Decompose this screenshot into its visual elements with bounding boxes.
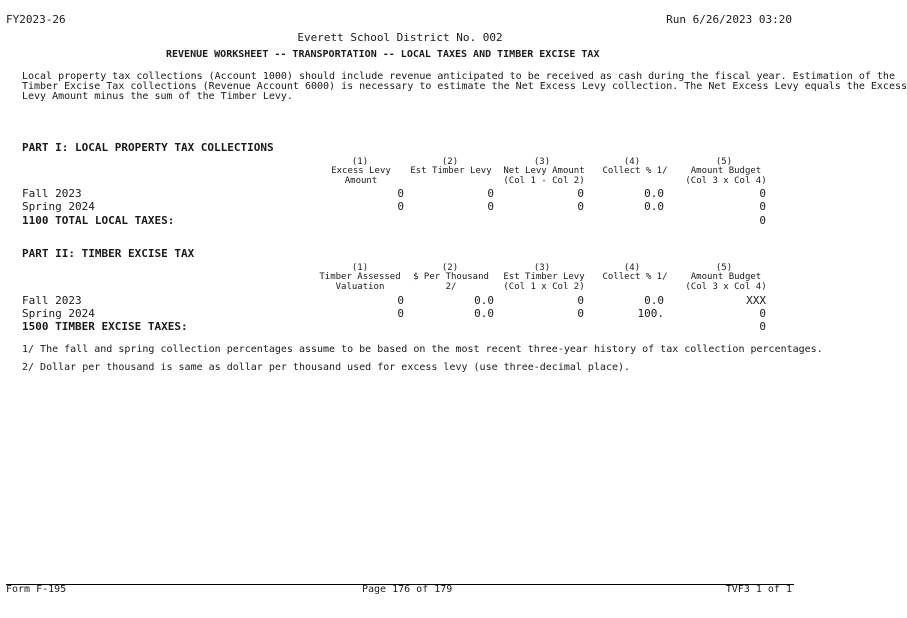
part2-col3-head-b: (Col 1 x Col 2): [503, 282, 585, 292]
part1-row-c1: 0: [397, 187, 404, 200]
part1-row-c5: 0: [759, 187, 766, 200]
page-number: Page 176 of 179: [362, 584, 453, 595]
part2-total-value: 0: [759, 320, 766, 333]
part2-total-label: 1500 TIMBER EXCISE TAXES:: [22, 320, 188, 333]
part1-col1-head-a: Excess Levy: [331, 166, 391, 176]
part2-col5-head-a: Amount Budget: [690, 272, 762, 282]
part2-row-label: Fall 2023: [22, 294, 82, 307]
part1-total-label: 1100 TOTAL LOCAL TAXES:: [22, 214, 175, 227]
part2-colnum-3: (3): [533, 263, 551, 273]
part2-row-c3: 0: [577, 294, 584, 307]
part1-colnum-3: (3): [533, 157, 551, 167]
part2-colnum-4: (4): [623, 263, 641, 273]
part1-col3-head-a: Net Levy Amount: [503, 166, 585, 176]
part1-row-label: Spring 2024: [22, 200, 95, 213]
part2-col2-head-b: 2/: [445, 282, 457, 292]
part2-col5-head-b: (Col 3 x Col 4): [685, 282, 767, 292]
part2-title: PART II: TIMBER EXCISE TAX: [22, 247, 195, 260]
part2-colnum-1: (1): [351, 263, 369, 273]
part1-col5-head-a: Amount Budget: [690, 166, 762, 176]
part1-row-c5: 0: [759, 200, 766, 213]
part2-colnum-5: (5): [715, 263, 733, 273]
part2-col2-head-a: $ Per Thousand: [413, 272, 489, 282]
part1-col2-head: Est Timber Levy: [410, 166, 492, 176]
part1-col4-head: Collect % 1/: [602, 166, 668, 176]
part2-col3-head-a: Est Timber Levy: [503, 272, 585, 282]
report-title: REVENUE WORKSHEET -- TRANSPORTATION -- LOCAL TAXES AND TIMBER EXCISE TAX: [166, 49, 600, 60]
part1-row-c3: 0: [577, 187, 584, 200]
part2-row-c4: 0.0: [644, 294, 664, 307]
part2-row-c2: 0.0: [474, 307, 494, 320]
district-name: [240, 32, 560, 44]
part1-colnum-1: (1): [351, 157, 369, 167]
part2-row-c5: 0: [759, 307, 766, 320]
part2-col1-head-a: Timber Assessed: [319, 272, 401, 282]
part1-row-c2: 0: [487, 200, 494, 213]
form-code: TVF3 1 of 1: [725, 584, 792, 595]
intro-line-2: Timber Excise Tax collections (Revenue Account 6000) is necessary to estimate the Net Excess Levy collection. The Net Excess Levy equals the Excess: [22, 81, 907, 92]
form-number: Form F-195: [6, 584, 67, 595]
part1-colnum-4: (4): [623, 157, 641, 167]
part1-col1-head-b: Amount: [344, 176, 378, 186]
part1-col3-head-b: (Col 1 - Col 2): [503, 176, 585, 186]
part2-row-c1: 0: [397, 294, 404, 307]
part2-colnum-2: (2): [441, 263, 459, 273]
intro-line-3: Levy Amount minus the sum of the Timber Levy.: [22, 91, 293, 102]
fiscal-year: FY2023-26: [6, 13, 66, 26]
footnote-2: 2/ Dollar per thousand is same as dollar per thousand used for excess levy (use three-decimal place).: [22, 362, 631, 373]
part1-row-c1: 0: [397, 200, 404, 213]
run-stamp: Run 6/26/2023 03:20: [666, 13, 792, 26]
part1-col5-head-b: (Col 3 x Col 4): [685, 176, 767, 186]
part1-total-value: 0: [759, 214, 766, 227]
footnote-1: 1/ The fall and spring collection percentages assume to be based on the most recent three-year history of tax collection percentages.: [22, 344, 823, 355]
part2-row-c2: 0.0: [474, 294, 494, 307]
part1-row-c3: 0: [577, 200, 584, 213]
part2-col1-head-b: Valuation: [335, 282, 385, 292]
part2-row-c5: XXX: [746, 294, 766, 307]
part2-row-c3: 0: [577, 307, 584, 320]
part1-row-c4: 0.0: [644, 187, 664, 200]
part1-colnum-2: (2): [441, 157, 459, 167]
part1-title: PART I: LOCAL PROPERTY TAX COLLECTIONS: [22, 141, 274, 154]
part2-row-c1: 0: [397, 307, 404, 320]
part2-row-c4: 100.: [637, 307, 664, 320]
part2-col4-head: Collect % 1/: [602, 272, 668, 282]
district-name-text: Everett School District No. 002: [297, 31, 503, 44]
part1-colnum-5: (5): [715, 157, 733, 167]
intro-line-1: Local property tax collections (Account 1000) should include revenue anticipated to be received as cash during the fiscal year. Estimation of the: [22, 71, 895, 82]
part1-row-c4: 0.0: [644, 200, 664, 213]
part1-row-label: Fall 2023: [22, 187, 82, 200]
part1-row-c2: 0: [487, 187, 494, 200]
part2-row-label: Spring 2024: [22, 307, 95, 320]
